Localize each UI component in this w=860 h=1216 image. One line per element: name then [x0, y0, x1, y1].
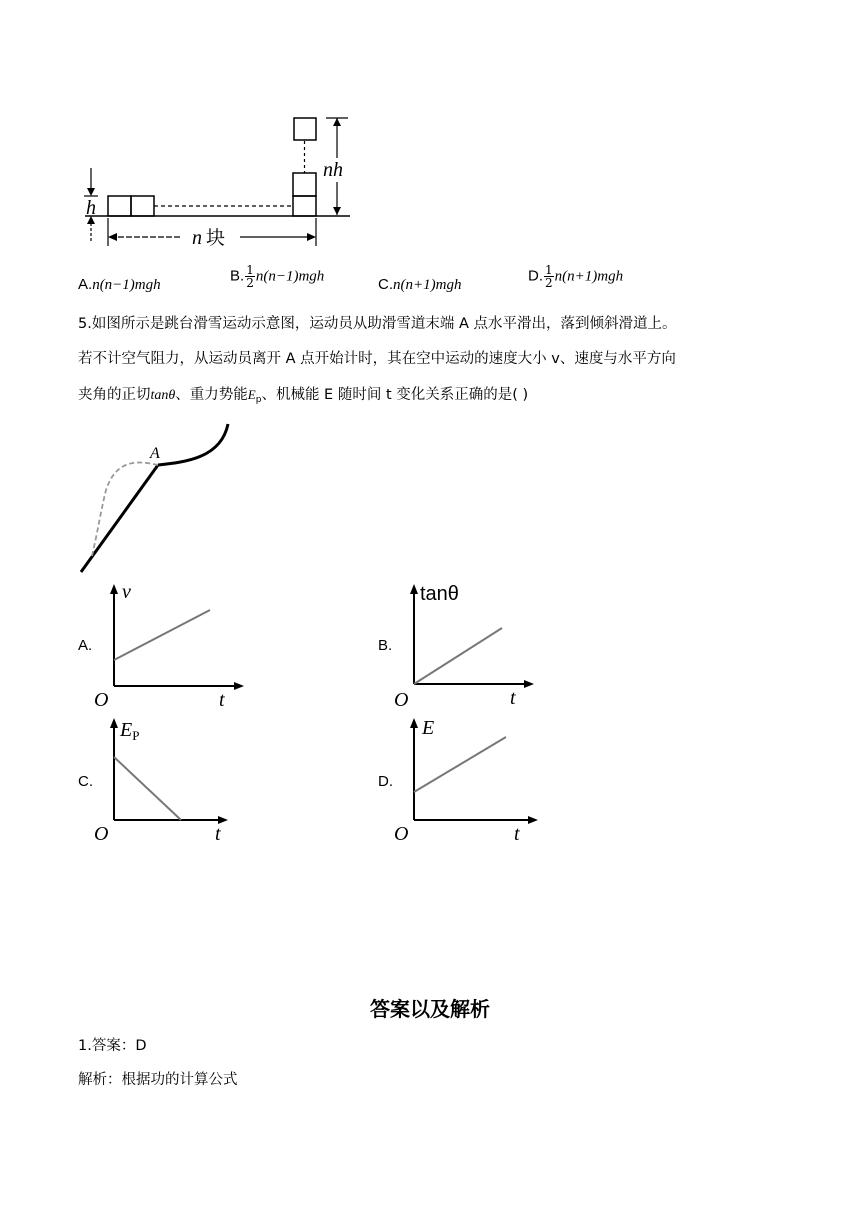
graph-d — [388, 712, 548, 847]
graph-a-y-axis: v — [122, 581, 131, 603]
graph-a-origin: O — [94, 689, 109, 708]
graph-c — [88, 712, 248, 847]
q4-option-c: C.n(n+1)mgh — [378, 276, 462, 293]
graph-a-label: A. — [78, 637, 93, 654]
graph-d-x-axis: t — [514, 823, 520, 845]
q5-line-1: 5.如图所示是跳台滑雪运动示意图，运动员从助滑雪道末端 A 点水平滑出，落到倾斜滑道上。 — [78, 316, 677, 332]
q5-line-2: 若不计空气阻力，从运动员离开 A 点开始计时，其在空中运动的速度大小 v、速度与水平方向 — [78, 351, 676, 367]
q5-line-3: 夹角的正切tanθ、重力势能$E_p$、机械能 E 随时间 t 变化关系正确的是( ) — [78, 387, 529, 405]
graph-c-origin: O — [94, 823, 109, 845]
answers-heading: 答案以及解析 — [370, 997, 490, 1021]
analysis-1: 解析：根据功的计算公式 — [78, 1072, 238, 1088]
block-left-2 — [131, 196, 154, 216]
block-top — [294, 118, 316, 140]
graph-d-line — [414, 737, 506, 792]
graph-b-x-axis: t — [510, 687, 516, 708]
answer-1: 1.答案：D — [78, 1038, 147, 1054]
graph-b-line — [414, 628, 502, 684]
graph-d-label: D. — [378, 773, 393, 790]
q4-option-b: B. $\frac{1}{2}$ n(n−1)mgh — [230, 263, 325, 290]
graph-b-label: B. — [378, 637, 393, 654]
graph-d-y-axis: E — [422, 717, 435, 739]
block-stack-figure — [80, 110, 360, 250]
fraction-half: $\frac{1}{2}$ — [246, 263, 254, 290]
graph-b-y-axis: tanθ — [420, 583, 459, 605]
graph-c-line — [114, 757, 181, 820]
nh-label: nh — [323, 159, 343, 181]
blocks-label: 块 — [206, 227, 226, 249]
h-label: h — [86, 197, 96, 219]
graph-b — [388, 578, 548, 708]
n-label: n — [192, 227, 202, 249]
q4-option-a: A.n(n−1)mgh — [78, 276, 161, 293]
graph-c-x-axis: t — [215, 823, 221, 845]
graph-d-origin: O — [394, 823, 409, 845]
ski-slope-figure — [76, 420, 246, 580]
graph-a — [88, 578, 248, 708]
block-right-2 — [293, 173, 316, 196]
graph-a-x-axis: t — [219, 689, 225, 708]
point-a-label: A — [150, 445, 160, 462]
fraction-half: $\frac{1}{2}$ — [545, 263, 553, 290]
graph-c-y-axis: $E_P$ — [120, 719, 140, 743]
graph-c-label: C. — [78, 773, 93, 790]
block-right-1 — [293, 196, 316, 216]
graph-b-origin: O — [394, 689, 409, 708]
block-left-1 — [108, 196, 131, 216]
q4-option-d: D. $\frac{1}{2}$ n(n+1)mgh — [528, 263, 624, 290]
takeoff-ramp — [158, 424, 228, 465]
graph-a-line — [114, 610, 210, 660]
